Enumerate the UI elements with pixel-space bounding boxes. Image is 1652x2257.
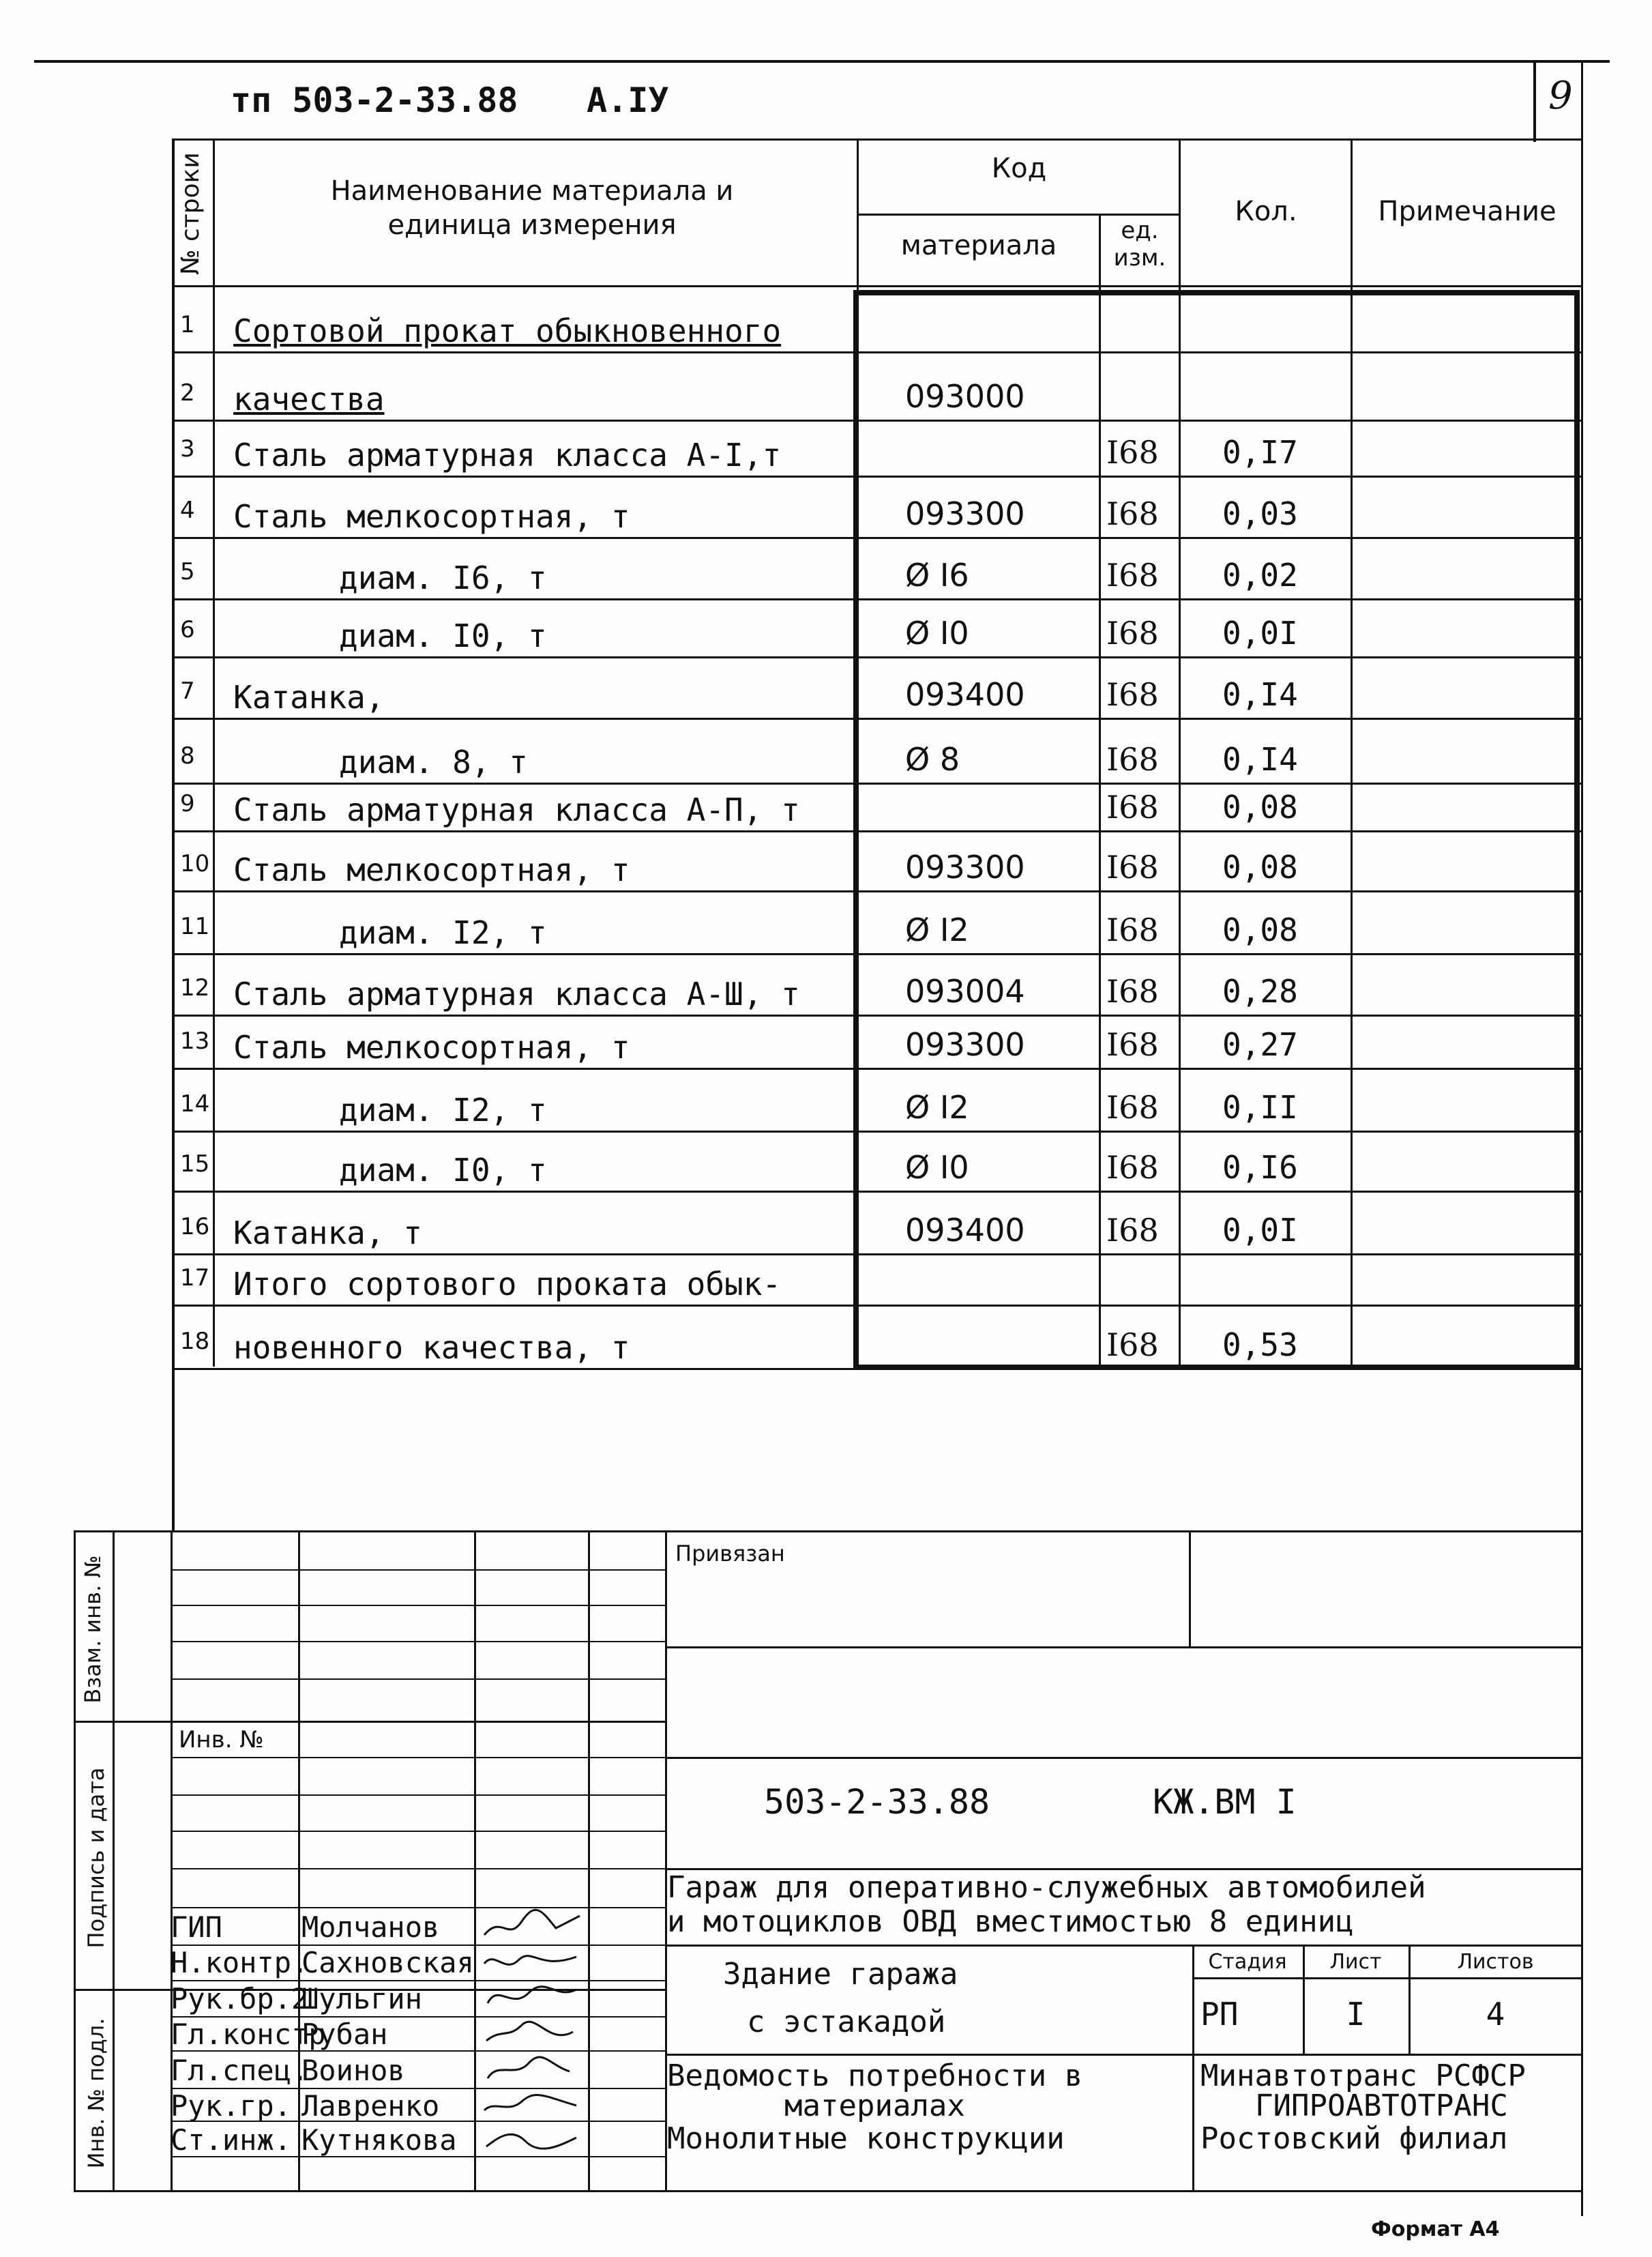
- building-line2: с эстакадой: [747, 2005, 946, 2039]
- row-unit: I68: [1106, 973, 1159, 1010]
- row-unit: I68: [1106, 1149, 1159, 1186]
- privyazan-bottom: [665, 1646, 1582, 1648]
- signatory-role: Ст.инж.: [171, 2123, 292, 2157]
- table-row: [172, 353, 1581, 422]
- table-row: [172, 1307, 1581, 1370]
- right-margin-line: [1581, 60, 1583, 2216]
- row-material: 093000: [905, 378, 1025, 415]
- row-unit: I68: [1106, 849, 1159, 886]
- format-label: Формат А4: [1371, 2217, 1500, 2241]
- row-qty: 0,27: [1222, 1026, 1298, 1063]
- row-name: диам. I0, т: [339, 1152, 547, 1189]
- row-number: 5: [180, 558, 195, 585]
- row-name: диам. 8, т: [339, 744, 528, 781]
- header-note: Примечание: [1378, 196, 1557, 227]
- signature-icon: [481, 1943, 583, 1979]
- stamp-grid-line: [171, 1641, 665, 1642]
- row-name: Итого сортового проката обык-: [233, 1266, 782, 1302]
- page-box-left: [1533, 60, 1536, 142]
- label-inv-podl: Инв. № подл.: [83, 2018, 109, 2169]
- signatory-name: Шульгин: [301, 1982, 423, 2015]
- row-material: 093400: [905, 1212, 1025, 1249]
- stage-label: Стадия: [1208, 1950, 1287, 1974]
- row-number: 12: [180, 974, 210, 1002]
- header-qty: Кол.: [1235, 196, 1297, 227]
- row-unit: I68: [1106, 1089, 1159, 1126]
- row-number: 8: [180, 742, 195, 770]
- row-qty: 0,53: [1222, 1326, 1298, 1363]
- row-unit: I68: [1106, 676, 1159, 713]
- sheets-label: Листов: [1457, 1950, 1534, 1974]
- row-qty: 0,I4: [1222, 676, 1298, 713]
- row-unit: I68: [1106, 557, 1159, 594]
- table-row: [172, 600, 1581, 658]
- table-row: [172, 1255, 1581, 1307]
- row-name: диам. I6, т: [339, 559, 547, 596]
- signatory-name: Воинов: [301, 2054, 405, 2087]
- row-material: 093300: [905, 495, 1025, 532]
- row-number: 1: [180, 311, 195, 338]
- label-vzam: Взам. инв. №: [80, 1555, 106, 1704]
- row-number: 3: [180, 435, 195, 463]
- table-row: [172, 892, 1581, 955]
- privyazan-label: Привязан: [675, 1541, 785, 1567]
- row-name: диам. I0, т: [339, 617, 547, 654]
- stage-head-line: [1192, 1977, 1582, 1979]
- row-material: 093004: [905, 973, 1025, 1010]
- signature-icon: [481, 2121, 583, 2156]
- signatory-role: Рук.гр.: [171, 2089, 292, 2123]
- row-number: 6: [180, 616, 195, 643]
- doc-line2: материалах: [784, 2088, 965, 2123]
- signatory-role: Н.контр.: [171, 1946, 309, 1979]
- table-row: [172, 422, 1581, 478]
- signature-icon: [481, 2086, 583, 2122]
- stamp-grid-line: [171, 1757, 665, 1758]
- row-name: Сортовой прокат обыкновенного: [233, 312, 782, 349]
- designation-top: [665, 1757, 1582, 1759]
- header-code: Код: [991, 153, 1047, 184]
- row-number: 13: [180, 1028, 210, 1055]
- row-name: Сталь мелкосортная, т: [233, 851, 630, 888]
- row-unit: I68: [1106, 1026, 1159, 1063]
- row-name: диам. I2, т: [339, 1092, 547, 1128]
- signature-icon: [481, 2051, 583, 2086]
- privyazan-divider: [1189, 1530, 1191, 1646]
- row-qty: 0,08: [1222, 789, 1298, 826]
- table-row: [172, 1070, 1581, 1133]
- row-qty: 0,02: [1222, 557, 1298, 594]
- table-row: [172, 290, 1581, 353]
- row-number: 10: [180, 850, 210, 877]
- stamp-grid-line: [171, 1605, 665, 1606]
- row-name: Сталь арматурная класса А-Ш, т: [233, 976, 800, 1013]
- code-subheader-line: [857, 214, 1179, 216]
- top-rule: [34, 60, 1610, 63]
- row-qty: 0,I6: [1222, 1149, 1298, 1186]
- sheet-label: Лист: [1329, 1950, 1382, 1974]
- row-material: Ø I0: [905, 615, 969, 652]
- page-number: 9: [1548, 74, 1573, 118]
- row-number: 18: [180, 1328, 210, 1355]
- signature-icon: [481, 1908, 583, 1943]
- table-row: [172, 539, 1581, 600]
- doc-code: тп 503-2-33.88: [231, 81, 518, 120]
- row-qty: 0,08: [1222, 849, 1298, 886]
- doc-line3: Монолитные конструкции: [667, 2121, 1065, 2156]
- signatory-role: Рук.бр.2: [171, 1982, 309, 2015]
- row-qty: 0,28: [1222, 973, 1298, 1010]
- row-number: 15: [180, 1150, 210, 1178]
- row-number: 11: [180, 913, 210, 940]
- building-line1: Здание гаража: [723, 1957, 958, 1992]
- org-line3: Ростовский филиал: [1200, 2121, 1508, 2156]
- building-top: [665, 1945, 1582, 1947]
- label-podpis: Подпись и дата: [83, 1767, 109, 1949]
- table-row: [172, 1017, 1581, 1070]
- stamp-grid-line: [171, 1569, 665, 1571]
- inv-no-label: Инв. №: [179, 1726, 264, 1753]
- stamp-grid-line: [171, 1794, 665, 1796]
- signatory-role: ГИП: [171, 1910, 222, 1944]
- table-row: [172, 785, 1581, 832]
- signature-icon: [481, 2015, 583, 2050]
- table-row: [172, 1133, 1581, 1193]
- header-row-no: № строки: [177, 152, 205, 275]
- row-unit: I68: [1106, 1212, 1159, 1249]
- stamp-strip-left: [74, 1530, 76, 2192]
- row-name: Сталь арматурная класса А-П, т: [233, 791, 800, 828]
- sheets-value: 4: [1486, 1996, 1505, 2033]
- row-number: 16: [180, 1213, 210, 1240]
- vzam-bottom: [74, 1721, 667, 1723]
- album-code: А.IУ: [587, 81, 669, 120]
- stage-value: РП: [1200, 1996, 1239, 2033]
- doc-line1: Ведомость потребности в: [667, 2058, 1083, 2093]
- row-rule: [172, 1368, 1581, 1370]
- row-material: Ø I6: [905, 557, 969, 594]
- signatory-role: Гл.спец.: [171, 2054, 309, 2087]
- table-row: [172, 832, 1581, 892]
- row-material: 093400: [905, 676, 1025, 713]
- row-number: 4: [180, 497, 195, 524]
- sheet-value: I: [1346, 1996, 1366, 2033]
- stamp-grid-line: [171, 1980, 665, 1981]
- row-qty: 0,0I: [1222, 615, 1298, 652]
- stage-col-left: [1192, 1945, 1194, 2190]
- grid-col-3: [474, 1530, 476, 2192]
- row-material: Ø 8: [905, 741, 960, 778]
- header-bottom-line: [172, 285, 1581, 287]
- signatory-role: Гл.констр: [171, 2018, 326, 2051]
- header-name: Наименование материала и единица измерения: [330, 175, 734, 241]
- stamp-grid-line: [171, 1868, 665, 1869]
- row-unit: I68: [1106, 789, 1159, 826]
- row-qty: 0,II: [1222, 1089, 1298, 1126]
- row-unit: I68: [1106, 434, 1159, 471]
- table-top-border: [172, 139, 1581, 141]
- header-unit: ед. изм.: [1113, 217, 1166, 272]
- grid-col-2: [298, 1530, 300, 2192]
- row-name: новенного качества, т: [233, 1329, 630, 1366]
- row-qty: 0,0I: [1222, 1212, 1298, 1249]
- signatory-name: Лавренко: [301, 2089, 440, 2123]
- row-unit: I68: [1106, 615, 1159, 652]
- stamp-grid-line: [171, 1678, 665, 1680]
- row-name: Сталь мелкосортная, т: [233, 498, 630, 535]
- org-line1: Минавтотранс РСФСР: [1200, 2058, 1526, 2093]
- row-name: Сталь арматурная класса А-I,т: [233, 437, 782, 474]
- row-unit: I68: [1106, 495, 1159, 532]
- row-material: Ø I0: [905, 1149, 969, 1186]
- org-line2: ГИПРОАВТОТРАНС: [1255, 2088, 1508, 2123]
- doc-top: [665, 2054, 1582, 2056]
- title-line2: и мотоциклов ОВД вместимостью 8 единиц: [667, 1904, 1354, 1939]
- row-number: 2: [180, 379, 195, 407]
- stamp-grid-line: [171, 1831, 665, 1832]
- row-unit: I68: [1106, 741, 1159, 778]
- signatory-name: Кутнякова: [301, 2123, 457, 2157]
- signatory-name: Молчанов: [301, 1910, 440, 1944]
- row-qty: 0,03: [1222, 495, 1298, 532]
- table-row: [172, 478, 1581, 539]
- row-qty: 0,I7: [1222, 434, 1298, 471]
- table-row: [172, 720, 1581, 785]
- row-qty: 0,08: [1222, 912, 1298, 948]
- row-unit: I68: [1106, 912, 1159, 948]
- row-number: 17: [180, 1264, 210, 1292]
- row-number: 14: [180, 1090, 210, 1118]
- title-line1: Гараж для оперативно-служебных автомобилей: [667, 1870, 1426, 1905]
- mark: КЖ.ВМ I: [1153, 1782, 1297, 1822]
- row-material: 093300: [905, 1026, 1025, 1063]
- row-name: диам. I2, т: [339, 914, 547, 951]
- header-material: материала: [900, 230, 1057, 261]
- grid-col-4: [588, 1530, 590, 2192]
- row-number: 9: [180, 790, 195, 817]
- row-name: качества: [233, 381, 385, 418]
- stamp-grid-line: [171, 1907, 665, 1908]
- signatory-name: Рубан: [301, 2018, 388, 2051]
- signature-icon: [481, 1979, 583, 2015]
- table-row: [172, 658, 1581, 720]
- signatory-name: Сахновская: [301, 1946, 474, 1979]
- row-qty: 0,I4: [1222, 741, 1298, 778]
- row-number: 7: [180, 678, 195, 705]
- row-name: Катанка, т: [233, 1214, 422, 1251]
- row-unit: I68: [1106, 1326, 1159, 1363]
- designation: 503-2-33.88: [764, 1782, 990, 1822]
- row-material: 093300: [905, 849, 1025, 886]
- row-name: Сталь мелкосортная, т: [233, 1029, 630, 1066]
- row-name: Катанка,: [233, 679, 385, 716]
- row-material: Ø I2: [905, 1089, 969, 1126]
- row-material: Ø I2: [905, 912, 969, 948]
- table-row: [172, 955, 1581, 1017]
- table-row: [172, 1193, 1581, 1255]
